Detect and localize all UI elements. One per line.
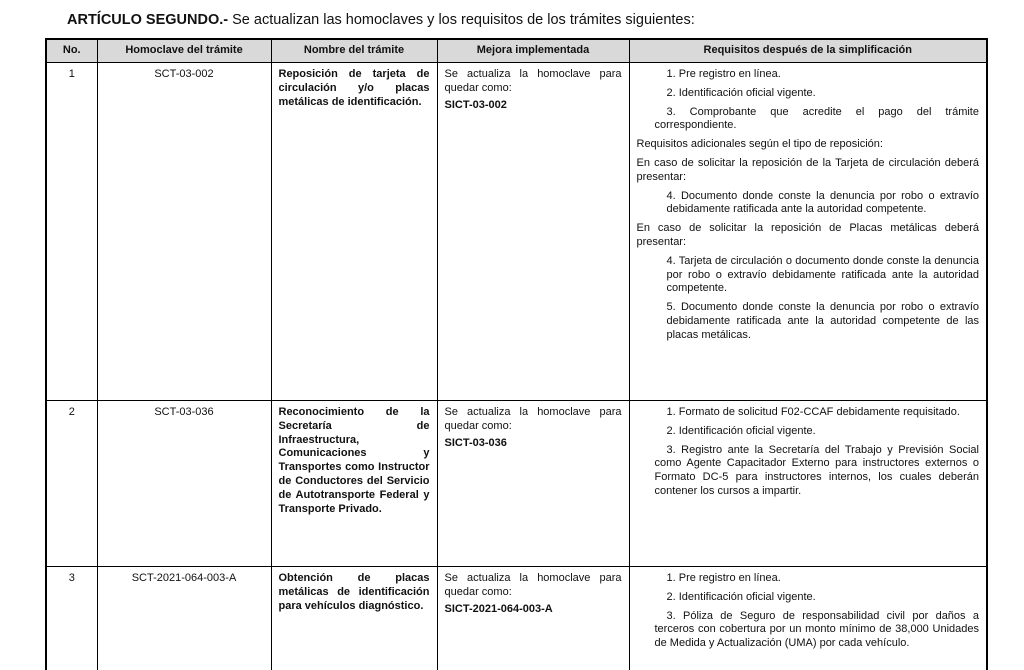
tramite-name: Reposición de tarjeta de circulación y/o placas metálicas de identificación. — [278, 68, 430, 108]
cell-nombre — [271, 401, 437, 567]
cell-homoclave: SCT-03-036 — [97, 401, 271, 567]
mejora-text: Se actualiza la homoclave para quedar como: — [444, 406, 622, 432]
cell-nombre — [271, 567, 437, 670]
cell-homoclave: SCT-03-002 — [97, 63, 271, 401]
col-header-homoclave: Homoclave del trámite — [97, 39, 271, 63]
mejora-homoclave: SICT-2021-064-003-A — [444, 602, 553, 615]
requisito-paragraph: En caso de solicitar la reposición de la Tarjeta de circulación deberá presentar: — [636, 156, 979, 183]
mejora-homoclave: SICT-03-036 — [444, 436, 507, 449]
cell-no: 3 — [46, 567, 97, 670]
mejora-text: Se actualiza la homoclave para quedar como: — [444, 572, 622, 598]
cell-homoclave: SCT-2021-064-003-A — [97, 567, 271, 670]
requisito-paragraph: 4. Tarjeta de circulación o documento donde conste la denuncia por robo o extravío debidamente ratificada ante la autoridad competente. — [666, 254, 979, 295]
table-row — [46, 401, 987, 567]
requisito-paragraph: 4. Documento donde conste la denuncia por robo o extravío debidamente ratificada ante la autoridad competente. — [666, 189, 979, 216]
requisito-paragraph: 2. Identificación oficial vigente. — [666, 590, 816, 603]
cell-no: 1 — [46, 63, 97, 401]
requisito-paragraph: 1. Pre registro en línea. — [666, 68, 781, 80]
cell-requisitos — [629, 401, 987, 567]
page-title — [67, 11, 695, 30]
article-heading-text: Se actualizan las homoclaves y los requisitos de los trámites siguientes: — [228, 12, 695, 28]
table-header-row — [46, 39, 987, 63]
cell-mejora — [437, 63, 629, 401]
cell-requisitos — [629, 567, 987, 670]
cell-nombre — [271, 63, 437, 401]
table-row — [46, 567, 987, 670]
table-row — [46, 63, 987, 401]
requisito-paragraph: 3. Comprobante que acredite el pago del trámite correspondiente. — [654, 105, 979, 132]
mejora-text: Se actualiza la homoclave para quedar como: — [444, 68, 622, 94]
article-heading: ARTÍCULO SEGUNDO.- — [67, 12, 229, 28]
col-header-no: No. — [46, 39, 97, 63]
requisito-paragraph: En caso de solicitar la reposición de Placas metálicas deberá presentar: — [636, 222, 979, 248]
col-header-nombre: Nombre del trámite — [271, 39, 437, 63]
requisito-paragraph: 1. Formato de solicitud F02-CCAF debidamente requisitado. — [666, 406, 960, 418]
requisito-paragraph: Requisitos adicionales según el tipo de reposición: — [636, 138, 883, 151]
requisito-paragraph: 2. Identificación oficial vigente. — [666, 86, 816, 99]
cell-mejora — [437, 567, 629, 670]
cell-mejora — [437, 401, 629, 567]
cell-requisitos — [629, 63, 987, 401]
requisito-paragraph: 2. Identificación oficial vigente. — [666, 424, 816, 437]
tramites-table — [45, 38, 988, 670]
requisito-paragraph: 1. Pre registro en línea. — [666, 572, 781, 584]
requisito-paragraph: 3. Registro ante la Secretaría del Trabajo y Previsión Social como Agente Capacitador Externo para instructores externos o Formato DC-5 para instructores internos, los cuales deberán contener los cursos a impartir. — [654, 443, 979, 497]
col-header-requisitos: Requisitos después de la simplificación — [629, 39, 987, 63]
cell-no: 2 — [46, 401, 97, 567]
tramite-name: Obtención de placas metálicas de identificación para vehículos diagnóstico. — [278, 572, 430, 612]
requisito-paragraph: 3. Póliza de Seguro de responsabilidad civil por daños a terceros con cobertura por un monto mínimo de 38,000 Unidades de Medida y Actualización (UMA) por cada vehículo. — [654, 609, 979, 650]
tramite-name: Reconocimiento de la Secretaría de Infraestructura, Comunicaciones y Transportes como Instructor de Conductores del Servicio de Autotransporte Federal y Transporte Privado. — [278, 406, 430, 515]
requisito-paragraph: 5. Documento donde conste la denuncia por robo o extravío debidamente ratificada ante la autoridad competente de las placas metálicas. — [666, 301, 979, 341]
col-header-mejora: Mejora implementada — [437, 39, 629, 63]
mejora-homoclave: SICT-03-002 — [444, 98, 507, 111]
